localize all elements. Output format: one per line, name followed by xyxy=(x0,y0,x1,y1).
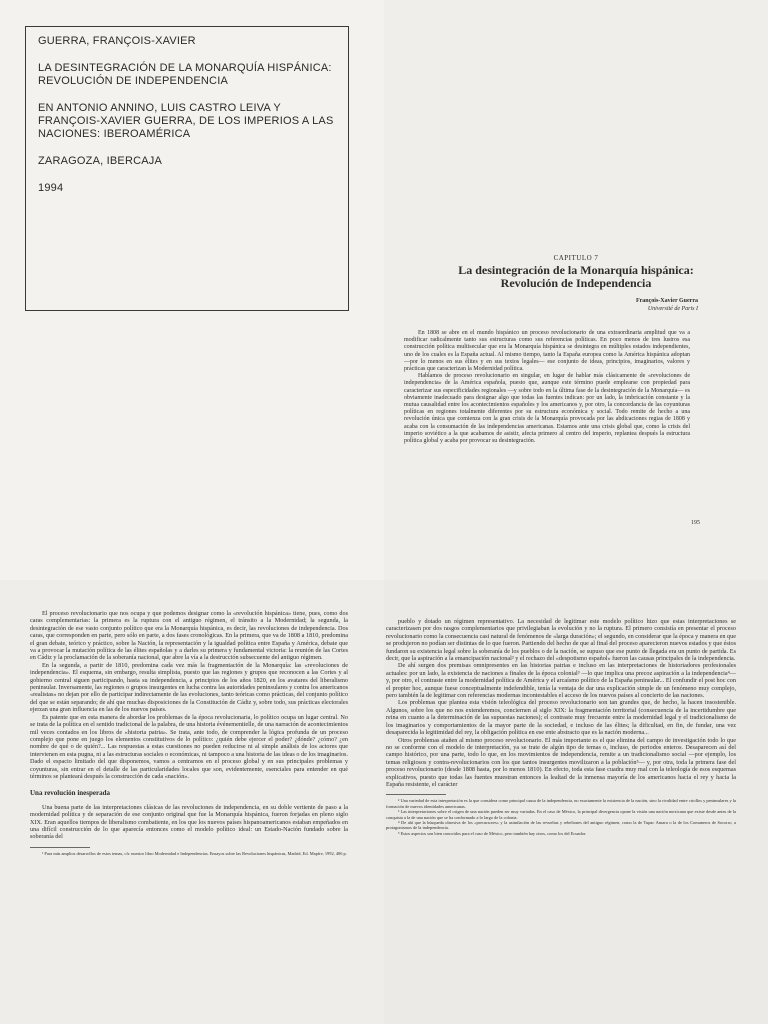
chapter-paragraph: En 1808 se abre en el mundo hispánico un proceso revolucionario de una extraordinaria amplitud que va a modificar radicalmente tanto sus estructuras como sus referencias políticas. En poco menos de tres lustros esa construcción política multisecular que era la Monarquía hispánica se desintegra en múltiples estados independientes, uno de los cuales es la España actual. Al mismo tiempo, tanto la España europea como la América hispánica adoptan —por lo menos en sus élites y en sus textos legales— ese conjunto de ideas, principios, imaginarios, valores y prácticas que caracterizan la Modernidad política. xyxy=(404,330,690,373)
chapter-title: La desintegración de la Monarquía hispánica: Revolución de Independencia xyxy=(458,263,694,290)
reference-source: EN ANTONIO ANNINO, LUIS CASTRO LEIVA Y FRANÇOIS-XAVIER GUERRA, DE LOS IMPERIOS A LAS NACIONES: IBEROAMÉRICA xyxy=(38,102,334,140)
body-paragraph: Los problemas que plantea esta visión teleológica del proceso revolucionario son tan grandes que, de hecho, la hacen insostenible. Algunos, sobre los que no nos extenderemos, conciernen al siglo XIX: la fragmentación territorial (consecuencia de la incertidumbre que reina en cuanto a la determinación de las supuestas naciones); el contraste muy frecuente entre la modernidad legal y el tradicionalismo de los imaginarios y comportamientos de la mayor parte de la sociedad, e incluso de las élites; la dificultad, en fin, de fundar, una vez desaparecida la legitimidad del rey, la obligación política en ese ente abstracto que es la nación moderna... xyxy=(386,699,736,737)
body-paragraph: El proceso revolucionario que nos ocupa y que podemos designar como la «revolución hispánica» tiene, pues, como dos caras complementarias: la primera es la ruptura con el antiguo régimen, el tránsito a la Modernidad; la segunda, la desintegración de ese vasto conjunto político que era la Monarquía hispánica, es decir, las revoluciones de independencia. Dos caras, que corresponden en parte, pero sólo en parte, a dos fases cronológicas. En la primera, que va de 1808 a 1810, predomina el gran debate, teórico y práctico, sobre la Nación, la representación y la igualdad política entre España y América, debate que va a provocar la mutación política de las élites españolas y a darles su primera y fundamental victoria: la reunión de las Cortes en Cádiz y la proclamación de la soberanía nacional, que abre la vía a la destrucción subsecuente del antiguo régimen. xyxy=(30,610,348,662)
reference-author: GUERRA, FRANÇOIS-XAVIER xyxy=(38,35,196,47)
body-paragraph: En la segunda, a partir de 1810, predomina cada vez más la fragmentación de la Monarquía: las «revoluciones de independencia». El esquema, sin embargo, resulta simplista, puesto que las regiones y grupos que reconocen a las Cortes y al gobierno central siguen participando, hasta su independencia, a principios de los años 1820, en los avatares del liberalismo peninsular. Inversamente, las regiones o grupos insurgentes en lucha contra las autoridades peninsulares y contra los americanos «realistas» no dejan por ello de participar indirectamente de las evoluciones, tanto teóricas como prácticas, del conjunto político del que se están separando; de ahí que muchas disposiciones de la Constitución de Cádiz y, sobre todo, sus prácticas electorales ejerzan una gran influencia en las de los nuevos países. xyxy=(30,661,348,714)
footnote-divider xyxy=(30,847,90,848)
footnote: ² Una variedad de esta interpretación es la que considera como principal causa de la independencia, no exactamente la existencia de la nación, sino la rivalidad entre criollos y peninsulares y la formación de nuevos identidades americanas. xyxy=(386,798,736,809)
body-paragraph: Una buena parte de las interpretaciones clásicas de las revoluciones de independencia, en su doble vertiente de paso a la modernidad política y de separación de ese conjunto original que fue la Monarquía hispánica, fueron forjadas en pleno siglo XIX. Eran aquellos tiempos de liberalismo combatiente, en los que los nuevos países hispanoamericanos estaban empeñados en una difícil construcción de lo que aparecía entonces como el modelo político ideal: un Estado-Nación fundado sobre la soberanía del xyxy=(30,803,348,841)
chapter-affiliation: Université de Paris I xyxy=(647,306,698,312)
chapter-body xyxy=(404,330,690,445)
reference-page xyxy=(0,0,384,580)
reference-title: LA DESINTEGRACIÓN DE LA MONARQUÍA HISPÁNICA: REVOLUCIÓN DE INDEPENDENCIA xyxy=(38,62,332,87)
body-paragraph: Otros problemas atañen al mismo proceso revolucionario. El más importante es el que elimina del campo de investigación todo lo que no se conforme con el modelo de interpretación, ya se trate de algún tipo de temas o, incluso, de periodos enteros. Desaparecen así del campo histórico, por una parte, todo lo que, en los movimientos de independencia, remite a un tradicionalismo social —por ejemplo, los temas religiosos y contra-revolucionarios con los que tantos insurgentes movilizaron a la población⁵— y, por otra, toda la primera fase del proceso revolucionario (desde 1808 hasta, por lo menos 1810). En efecto, toda esta fase cuadra muy mal con la teleología de esos esquemas explicativos, puesto que todas las fuentes muestran entonces la lealtad de la inmensa mayoría de los americanos hacia el rey y hacia la España resistente, el carácter xyxy=(386,736,736,788)
footnote: ⁵ Estos aspectos son bien conocidos para el caso de México, pero también hay otros, como los del Ecuador. xyxy=(398,830,587,836)
footnote: ¹ Para más amplios desarrollos de estos temas, cfr. nuestro libro Modernidad e Independencias. Ensayos sobre las Revoluciones hispánicas, Madrid, Ed. Mapfre, 1992, 406 p. xyxy=(42,850,347,856)
left-text-page xyxy=(0,580,384,1024)
reference-publisher: ZARAGOZA, IBERCAJA xyxy=(38,155,163,167)
chapter-label: CAPITULO 7 xyxy=(553,254,599,262)
chapter-paragraph: Hablamos de proceso revolucionario en singular, en lugar de hablar más clásicamente de «revoluciones de independencia» de la América española, puesto que, aunque este término puede emplearse con propiedad para caracterizar sus especificidades regionales —y sobre todo en la última fase de la desintegración de la Monarquía— es obviamente inadecuado para designar algo que todas las fuentes indican: por un lado, la imbricación constante y la mutua causalidad entre los acontecimientos españoles y los americanos y, por otro, la concordancia de las coyunturas políticas en regiones totalmente diferentes por su estructura económica y social. Todo remite de hecho a una revolución única que comienza con la gran crisis de la Monarquía provocada por las abdicaciones regias de 1808 y acaba con la consumación de las independencias americanas. Estamos ante una crisis global que, como la crisis del imperio soviético a la que acabamos de asistir, afecta primero al centro del imperio, replantea después la estructura política global y acaba por provocar su desintegración. xyxy=(404,373,690,445)
page-number: 195 xyxy=(691,520,700,526)
chapter-author: François-Xavier Guerra xyxy=(635,298,698,304)
right-text-page xyxy=(384,580,768,1024)
reference-box xyxy=(25,26,349,311)
footnote: ³ Las interpretaciones sobre el origen de una nación pueden ser muy variadas. En el caso de México, la principal divergencia opone la visión una nación mexicana que existe desde antes de la conquista a la de una nación que se ha conformado a lo largo de la colonia. xyxy=(386,809,736,820)
reference-year: 1994 xyxy=(38,182,64,194)
footnote: ⁴ De ahí que la búsqueda obsesiva de los «precursores» y la asimilación de las revueltas y rebeliones del antiguo régimen, como la de Tupac Amaru o la de los Comuneros de Socorro, a protagonismos de la independencia. xyxy=(386,819,736,831)
body-paragraph: De ahí surgen dos premisas omnipresentes en las historias patrias e incluso en las interpretaciones de historiadores profesionales actuales: por un lado, la existencia de naciones a finales de la época colonial³ —lo que implica una precoz aspiración a la independencia⁴— y, por otro, el contraste entre la modernidad política de América y el arcaísmo político de la España peninsular... El confundir el post hoc con el propter hoc, aunque fuese conceptualmente indefendible, tenía la ventaja de dar una explicación simple de un fenómeno muy complejo, pero también la de legitimar con referencias modernas incontestables el acceso de los nuevos países al concierto de las naciones. xyxy=(386,662,736,700)
chapter-opening-page xyxy=(384,0,768,580)
body-paragraph: pueblo y dotado un régimen representativo. La necesidad de legitimar este modelo político hizo que estas interpretaciones se caracterizasen por dos rasgos complementarios que privilegiaban la evolución y no la ruptura. El primero consistía en presentar el proceso revolucionario como la consecuencia casi natural de fenómenos de «larga duración»; el segundo, en considerar que la época y manera en que se produjeron no podían ser distintas de lo que fueron. Partiendo del hecho de que al final del proceso aparecieron nuevos estados y que éstos fundaron su existencia legal sobre la soberanía de los pueblos o de la nación, se supuso que ese punto de llegada era un punto de partida. Es decir, que la aspiración a la emancipación nacional² y el rechazo del «despotismo español» fueron las causas principales de la independencia. xyxy=(386,618,737,663)
section-heading: Una revolución inesperada xyxy=(30,789,110,798)
body-paragraph: Es patente que en esta manera de abordar los problemas de la época revolucionaria, lo político ocupa un lugar central. No se trata de la política en el sentido tradicional de la palabra, de una historia événementielle, de una narración de acontecimientos mil veces contados en los libros de «historia patria». Se trata, ante todo, de comprender la lógica profunda de un proceso complejo que pone en juego los elementos constitutivos de lo político: ¿quién debe ejercer el poder? ¿dónde? ¿cómo? ¿en nombre de qué o de quién?... Las respuestas a estas cuestiones no pueden reducirse ni al simple análisis de los actores que intervienen en esta pugna, ni a las estructuras sociales o económicas, ni tampoco a una historia de las ideas o de los imaginarios. Dado el espacio limitado del que disponemos, vamos a centrarnos en el proceso global y en sus principales problemas y coyunturas, sin entrar en el detalle de las particularidades locales que son, evidentemente, esenciales para entender en qué términos se planteará después la construcción de cada «nación». xyxy=(30,713,348,780)
right-column xyxy=(386,618,736,836)
left-column xyxy=(30,610,348,856)
footnote-divider xyxy=(386,794,446,795)
